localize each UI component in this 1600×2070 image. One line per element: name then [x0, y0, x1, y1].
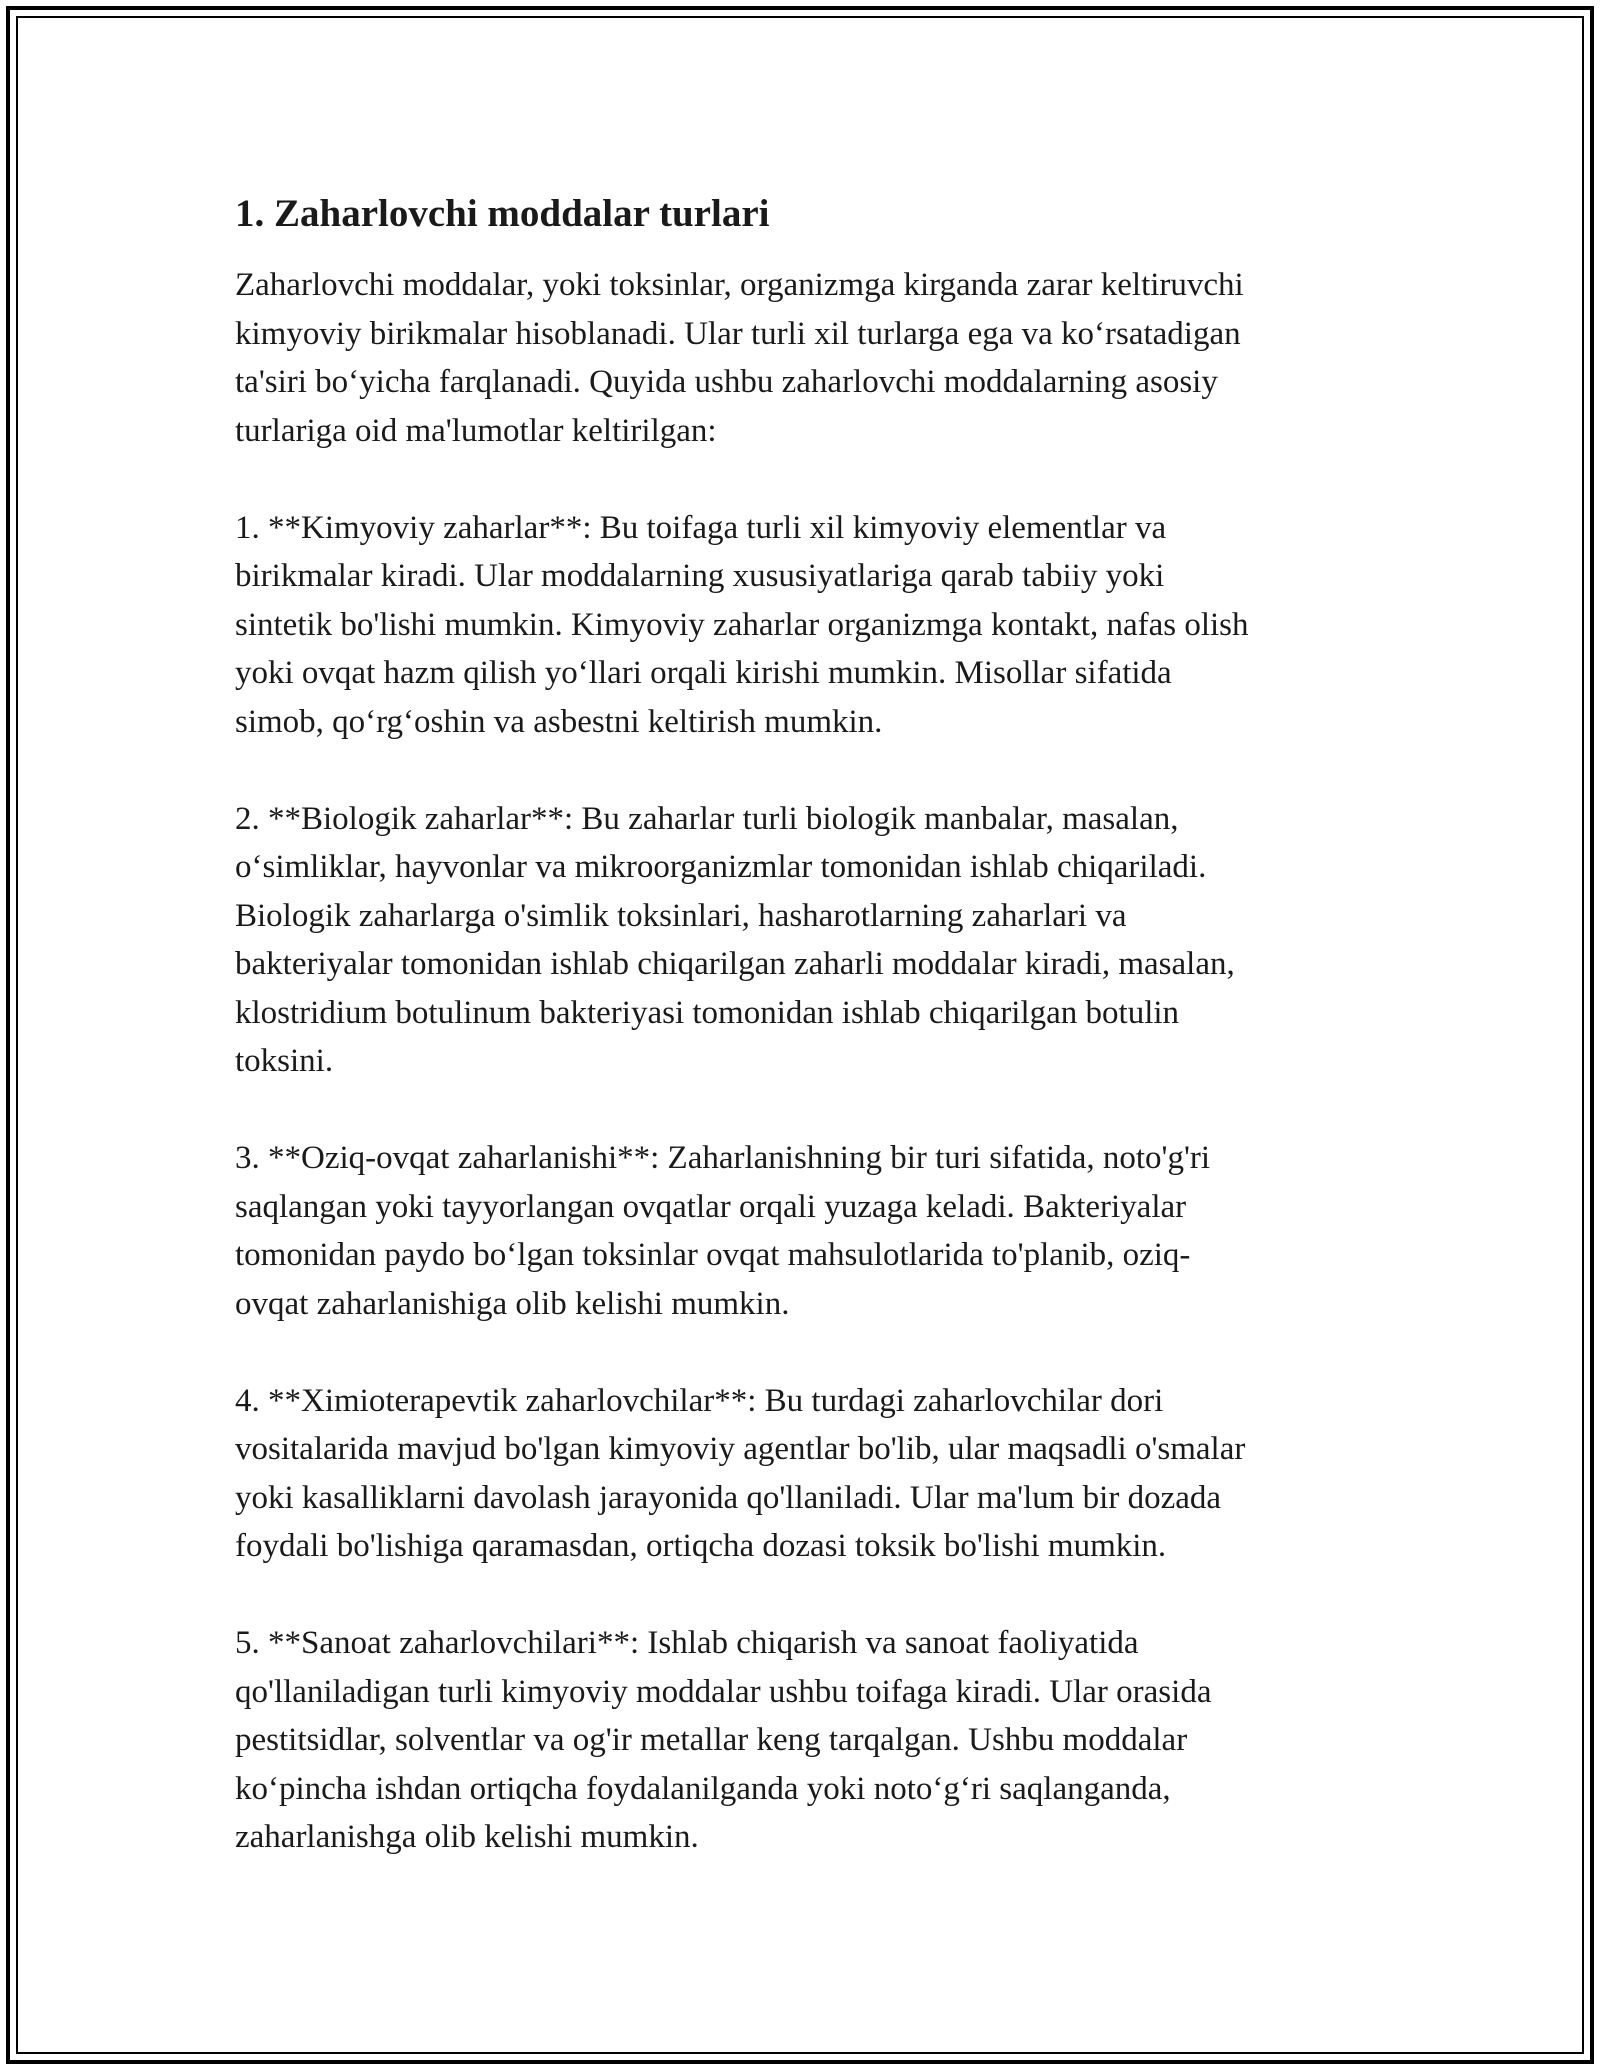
document-body: [235, 183, 1385, 1862]
intro-paragraph: Zaharlovchi moddalar, yoki toksinlar, organizmga kirganda zarar keltiruvchi kimyoviy birikmalar hisoblanadi. Ular turli xil turlarga ega va ko‘rsatadigan ta'siri bo‘yicha farqlanadi. Quyida ushbu zaharlovchi moddalarning asosiy turlariga oid ma'lumotlar keltirilgan:: [235, 267, 1244, 449]
list-item-biological-poisons: 2. **Biologik zaharlar**: Bu zaharlar turli biologik manbalar, masalan, o‘simliklar, hayvonlar va mikroorganizmlar tomonidan ishlab chiqariladi. Biologik zaharlarga o'simlik toksinlari, hasharotlarning zaharlari va bakteriyalar tomonidan ishlab chiqarilgan zaharli moddalar kiradi, masalan, klostridium botulinum bakteriyasi tomonidan ishlab chiqarilgan botulin toksini.: [235, 800, 1235, 1079]
list-item-chemotherapy-poisons: 4. **Ximioterapevtik zaharlovchilar**: Bu turdagi zaharlovchilar dori vositalarida mavjud bo'lgan kimyoviy agentlar bo'lib, ular maqsadli o'smalar yoki kasalliklarni davolash jarayonida qo'llaniladi. Ular ma'lum bir dozada foydali bo'lishiga qaramasdan, ortiqcha dozasi toksik bo'lishi mumkin.: [235, 1382, 1246, 1564]
section-heading: 1. Zaharlovchi moddalar turlari: [235, 192, 770, 235]
list-item-food-poisoning: 3. **Oziq-ovqat zaharlanishi**: Zaharlanishning bir turi sifatida, noto'g'ri saqlangan yoki tayyorlangan ovqatlar orqali yuzaga keladi. Bakteriyalar tomonidan paydo bo‘lgan toksinlar ovqat mahsulotlarida to'planib, oziq- ovqat zaharlanishiga olib kelishi mumkin.: [235, 1140, 1211, 1322]
list-item-chemical-poisons: 1. **Kimyoviy zaharlar**: Bu toifaga turli xil kimyoviy elementlar va birikmalar kiradi. Ular moddalarning xususiyatlariga qarab tabiiy yoki sintetik bo'lishi mumkin. Kimyoviy zaharlar organizmga kontakt, nafas olish yoki ovqat hazm qilish yo‘llari orqali kirishi mumkin. Misollar sifatida simob, qo‘rg‘oshin va asbestni keltirish mumkin.: [235, 509, 1249, 740]
list-item-industrial-poisons: 5. **Sanoat zaharlovchilari**: Ishlab chiqarish va sanoat faoliyatida qo'llaniladigan turli kimyoviy moddalar ushbu toifaga kiradi. Ular orasida pestitsidlar, solventlar va og'ir metallar keng tarqalgan. Ushbu moddalar ko‘pincha ishdan ortiqcha foydalanilganda yoki noto‘g‘ri saqlanganda, zaharlanishga olib kelishi mumkin.: [235, 1625, 1212, 1855]
